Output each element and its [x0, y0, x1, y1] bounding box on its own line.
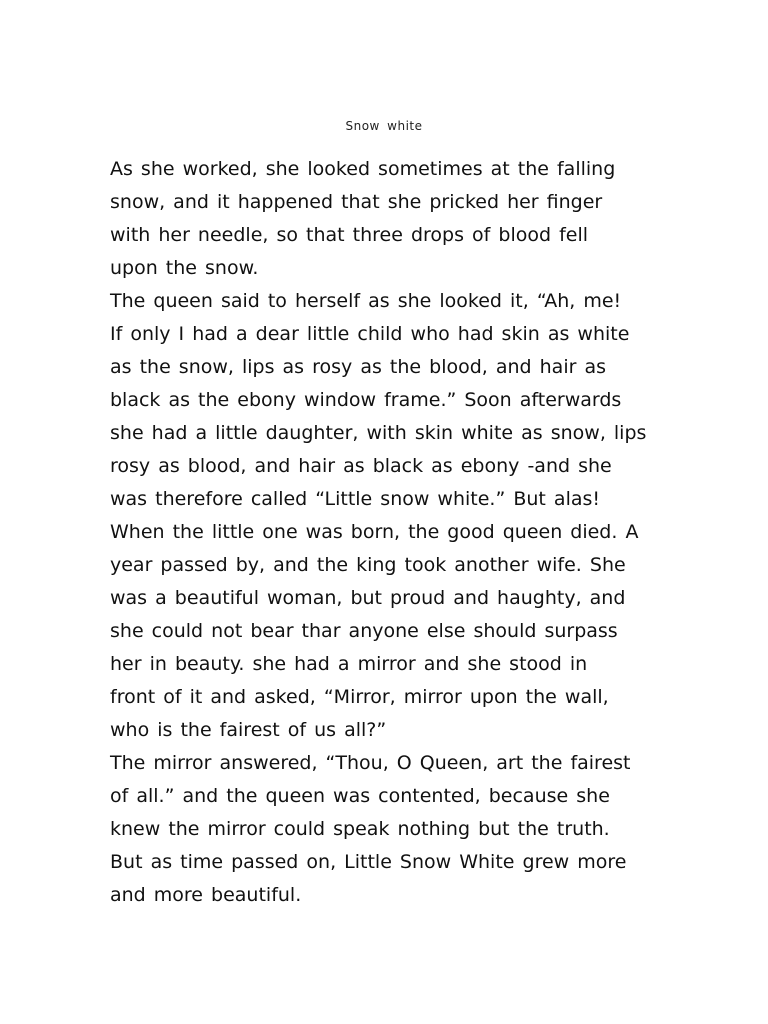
text-line: year passed by, and the king took another wife. She [110, 554, 626, 576]
text-line: As she worked, she looked sometimes at the falling [110, 158, 616, 180]
text-line: of all.” and the queen was contented, because she [110, 785, 610, 807]
text-line: rosy as blood, and hair as black as ebony -and she [110, 455, 612, 477]
text-line: upon the snow. [110, 257, 259, 279]
text-line: was therefore called “Little snow white.” But alas! [110, 488, 601, 510]
text-line: and more beautiful. [110, 884, 302, 906]
text-line: with her needle, so that three drops of blood fell [110, 224, 589, 246]
text-line: front of it and asked, “Mirror, mirror upon the wall, [110, 686, 609, 708]
text-line: If only I had a dear little child who had skin as white [110, 323, 630, 345]
text-line: she could not bear thar anyone else should surpass [110, 620, 618, 642]
text-line: knew the mirror could speak nothing but the truth. [110, 818, 610, 840]
text-line: But as time passed on, Little Snow White grew more [110, 851, 627, 873]
text-line: When the little one was born, the good queen died. A [110, 521, 639, 543]
text-line: who is the fairest of us all?” [110, 719, 387, 741]
text-line: was a beautiful woman, but proud and haughty, and [110, 587, 626, 609]
text-line: her in beauty. she had a mirror and she stood in [110, 653, 588, 675]
text-line: black as the ebony window frame.” Soon afterwards [110, 389, 622, 411]
text-line: The mirror answered, “Thou, O Queen, art the fairest [110, 752, 631, 774]
text-line: The queen said to herself as she looked it, “Ah, me! [110, 290, 622, 312]
text-line: she had a little daughter, with skin white as snow, lips [110, 422, 647, 444]
story-body [110, 153, 662, 912]
page-header: Snow white [345, 119, 423, 133]
text-line: as the snow, lips as rosy as the blood, and hair as [110, 356, 606, 378]
text-line: snow, and it happened that she pricked her finger [110, 191, 603, 213]
